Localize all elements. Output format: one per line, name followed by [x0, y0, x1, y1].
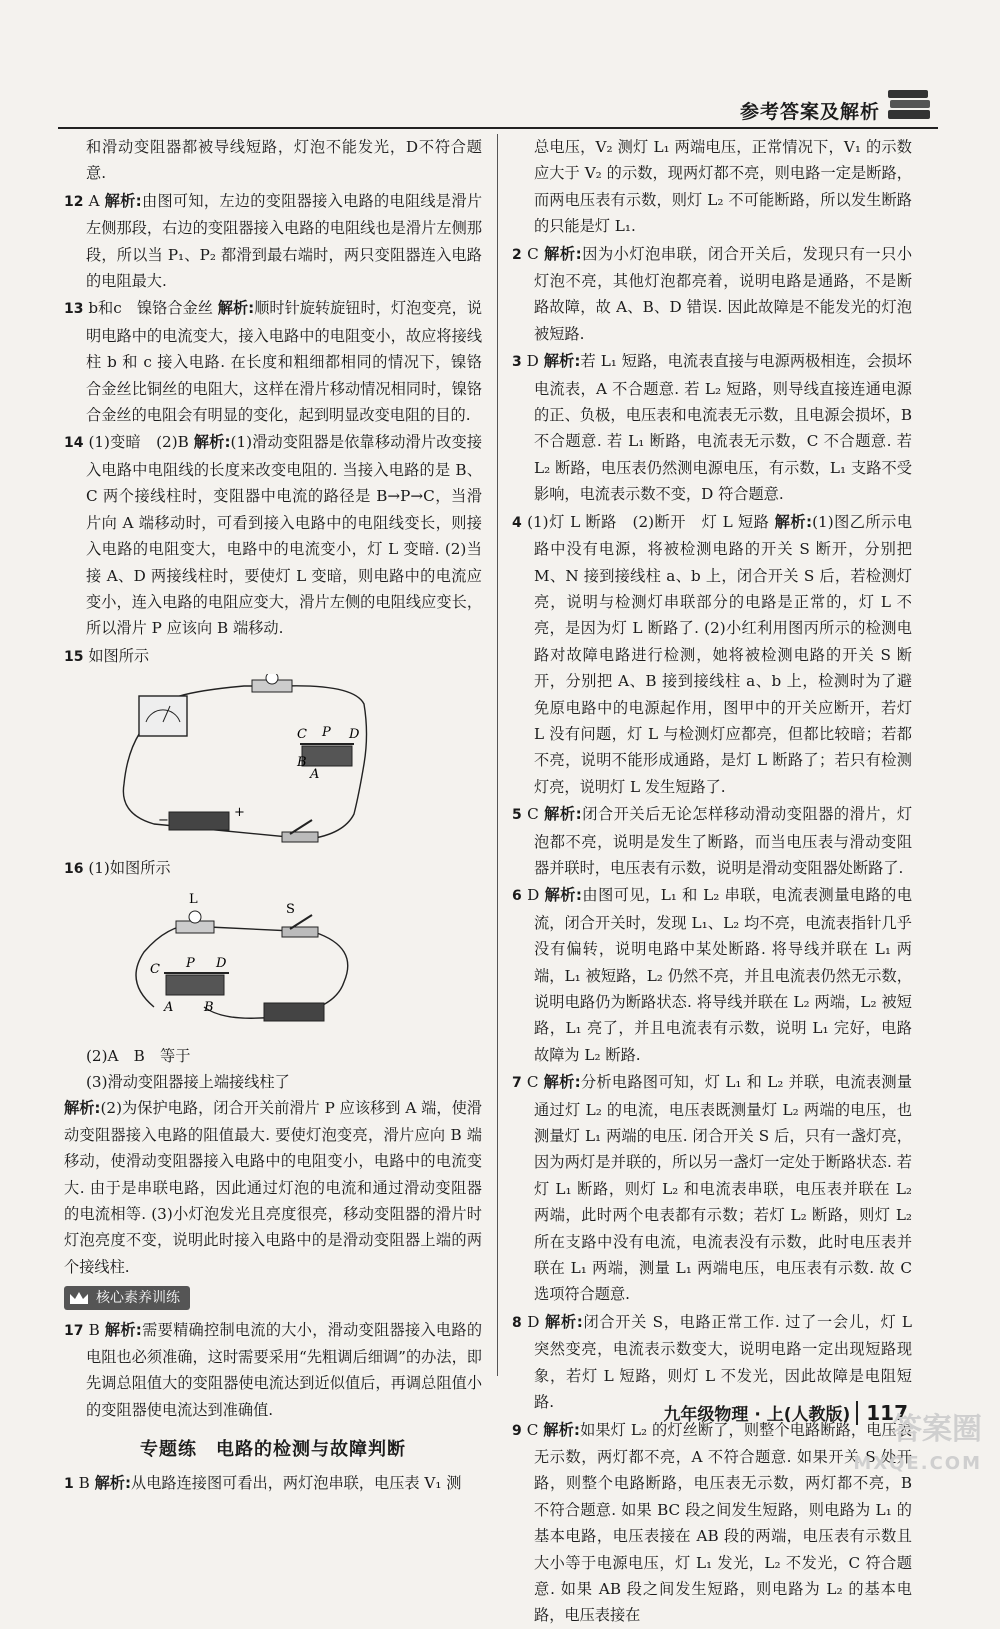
- analysis-label: 解析:: [193, 433, 231, 452]
- battery-icon: [169, 812, 229, 830]
- paragraph: (3)滑动变阻器接上端接线柱了: [86, 1072, 290, 1091]
- item-answer: D: [526, 352, 539, 371]
- item-answer: D: [527, 1312, 540, 1331]
- item-number: 1: [64, 1475, 74, 1492]
- item-answer: C: [527, 805, 539, 824]
- item-number: 17: [64, 1322, 84, 1339]
- paragraph: 总电压，V₂ 测灯 L₁ 两端电压，正常情况下，V₁ 的示数应大于 V₂ 的示数，现两灯都不亮，则电路一定是断路，而两电压表有示数，则灯 L₂ 不可能断路，所以发生断路的只能是灯 L₁.: [534, 138, 912, 236]
- answer-item: [64, 188, 482, 295]
- analysis-label: 解析:: [543, 1073, 581, 1092]
- item-number: 14: [64, 435, 84, 452]
- answer-item: [64, 429, 482, 641]
- analysis-text: 闭合开关后无论怎样移动滑动变阻器的滑片，灯泡都不亮，说明是发生了断路，而当电压表与滑动变阻器并联时，电压表有示数，说明是滑动变阻器处断路了.: [534, 805, 913, 877]
- paragraph: (2)A B 等于: [86, 1046, 191, 1065]
- analysis-text: 如果灯 L₂ 的灯丝断了，则整个电路断路，电压表无示数，两灯都不亮，A 不符合题意. 如果开关 S 处开路，则整个电路断路，电压表无示数，两灯都不亮，B 不符合题意. 如果 BC 段之间发生短路，则电路为 L₁ 的基本电路，电压表接在 AB 段的两端，电压表有示数且大小等于电源电压，灯 L₁ 发光，L₂ 不发光，C 符合题意. 如果 AB 段之间发生短路，则电路为 L₂ 的基本电路，电压表接在: [534, 1420, 913, 1625]
- analysis-text: 由图可知，左边的变阻器接入电路的电阻线是滑片左侧那段，右边的变阻器接入电路的电阻线也是滑片左侧那段，所以当 P₁、P₂ 都滑到最右端时，两只变阻器连入电路的电阻最大.: [86, 191, 482, 291]
- section-banner: [64, 1286, 190, 1310]
- item-number: 9: [512, 1422, 522, 1439]
- answer-item: [512, 882, 912, 1068]
- fig-label: L: [189, 891, 198, 907]
- item-number: 7: [512, 1075, 522, 1092]
- analysis-text: 闭合开关 S，电路正常工作. 过了一会儿，灯 L 突然变亮，电流表示数变大，说明电路一定出现短路现象，若灯 L 短路，则灯 L 不发光，因此故障是电阻短路.: [534, 1312, 913, 1412]
- answer-item: [512, 509, 912, 800]
- analysis-text: 因为小灯泡串联，闭合开关后，发现只有一只小灯泡不亮，其他灯泡都亮着，说明电路是通路，不是断路故障，故 A、B、D 错误. 因此故障是不能发光的灯泡被短路.: [534, 244, 913, 343]
- fig-label: S: [286, 901, 295, 917]
- item-answer: C: [526, 1420, 539, 1439]
- item-answer: 如图所示: [88, 646, 150, 665]
- watermark-url: MXQE.COM: [853, 1453, 982, 1474]
- item-answer: B: [88, 1320, 100, 1339]
- item-answer: b和c 镍铬合金丝: [88, 299, 213, 318]
- answer-item: [512, 348, 912, 507]
- item-answer: (1)变暗 (2)B: [88, 433, 189, 452]
- analysis-label: 解析:: [64, 1099, 101, 1118]
- fig-label: C: [297, 727, 307, 743]
- analysis-text: 由图可见，L₁ 和 L₂ 串联，电流表测量电路的电流，闭合开关时，发现 L₁、L₂ 均不亮，电流表指针几乎没有偏转，说明电路中某处断路. 将导线并联在 L₁ 两端，L₁ 被短路，L₂ 仍然不亮，并且电流表仍然无示数，说明电路仍为断路状态. 将导线并联在 L₂ 两端，L₂ 被短路，L₁ 亮了，并且电流表有示数，说明 L₁ 完好，电路故障为 L₂ 断路.: [534, 886, 913, 1064]
- answer-item: [512, 1069, 912, 1308]
- watermark-logo: 答案圈: [892, 1412, 982, 1447]
- analysis-text: (2)为保护电路，闭合开关前滑片 P 应该移到 A 端，使滑动变阻器接入电路的阻值最大. 要使灯泡变亮，滑片应向 B 端移动，使滑动变阻器接入电路中的电阻变小，电路中的电流变大. 由于是串联电路，因此通过灯泡的电流和通过滑动变阻器的电流相等. (3)小灯泡发光且亮度很亮，移动变阻器的滑片时灯泡亮度不变，说明此时接入电路中的是滑动变阻器上端的两个接线柱.: [64, 1099, 482, 1276]
- fig-label: A: [310, 767, 320, 783]
- fig-label: A: [164, 999, 174, 1015]
- item-answer: A: [88, 191, 100, 210]
- analysis-label: 解析:: [544, 244, 582, 263]
- item-number: 12: [64, 193, 84, 210]
- fig-label: B: [297, 755, 307, 771]
- rheostat-icon: [302, 746, 352, 766]
- answer-item: [512, 241, 912, 348]
- left-column: [64, 134, 482, 1497]
- switch-icon: [282, 832, 318, 842]
- column-divider: [497, 134, 498, 1376]
- battery-icon: [264, 1003, 324, 1021]
- item-answer: D: [527, 886, 540, 905]
- item-number: 16: [64, 861, 84, 878]
- item-number: 15: [64, 648, 84, 665]
- lamp-icon: [266, 674, 278, 684]
- rheostat-icon: [166, 975, 224, 995]
- item-number: 5: [512, 807, 522, 824]
- analysis-text: 若 L₁ 短路，电流表直接与电源两极相连，会损坏电流表，A 不合题意. 若 L₂ 短路，则导线直接连通电源的正、负极，电压表和电流表无示数，且电源会损坏，B 不合题意. 若 L₁ 断路，电流表无示数，C 不合题意. 若 L₂ 断路，电压表仍然测电源电压，有示数，L₁ 支路不受影响，电流表示数不变，D 符合题意.: [534, 352, 912, 504]
- fig-label: D: [216, 955, 227, 971]
- header-title: 参考答案及解析: [739, 101, 880, 123]
- analysis-label: 解析:: [774, 512, 813, 531]
- footer-book-title: 九年级物理 · 上(人教版): [663, 1405, 851, 1425]
- fig-label: −: [158, 813, 169, 829]
- answer-item: [64, 855, 482, 882]
- crown-icon: [68, 1289, 90, 1307]
- analysis-text: 从电路连接图可看出，两灯泡串联，电压表 V₁ 测: [131, 1473, 462, 1492]
- item-answer: (1)灯 L 断路 (2)断开 灯 L 短路: [527, 512, 770, 531]
- page-number: 117: [856, 1401, 908, 1425]
- analysis-text: 分析电路图可知，灯 L₁ 和 L₂ 并联，电流表测量通过灯 L₂ 的电流，电压表既测量灯 L₂ 两端的电压，也测量灯 L₁ 两端的电压. 闭合开关 S 后，只有一盏灯亮，因为两灯是并联的，所以另一盏灯一定处于断路状态. 若灯 L₁ 断路，则灯 L₂ 和电流表串联，电压表并联在 L₂ 两端，此时两个电表都有示数；若灯 L₂ 断路，则灯 L₂ 所在支路中没有电流，电流表没有示数，此时电压表并联在 L₁ 两端，测量 L₁ 两端电压，电压表有示数. 故 C 选项符合题意.: [534, 1073, 913, 1304]
- answer-item: [512, 1417, 912, 1629]
- item-answer: C: [526, 1073, 539, 1092]
- paragraph: [64, 1095, 482, 1280]
- fig-label: P: [322, 725, 331, 741]
- header-rule: [58, 127, 938, 129]
- answer-item: [64, 295, 482, 428]
- paragraph: 和滑动变阻器都被导线短路，灯泡不能发光，D不符合题意.: [86, 138, 482, 183]
- circuit-diagram-16: [114, 887, 364, 1037]
- analysis-text: (1)图乙所示电路中没有电源，将被检测电路的开关 S 断开，分别把 M、N 接到接线柱 a、b 上，闭合开关 S 后，若检测灯亮，说明与检测灯串联部分的电路是正常的，灯 L 不亮，是因为灯 L 断路了. (2)小红利用图丙所示的检测电路对故障电路进行检测，她将被检测电路的开关 S 断开，分别把 A、B 接到接线柱 a、b 上，检测时为了避免原电路中的电源起作用，图甲中的开关应断开，若灯 L 没有问题，灯 L 与检测灯应都亮，但都比较暗；若都不亮，说明不能形成通路，是灯 L 断路了；若只有检测灯亮，说明灯 L 发生短路了.: [534, 512, 913, 796]
- fig-label: P: [186, 955, 195, 971]
- answer-item: [64, 1317, 482, 1424]
- item-number: 3: [512, 354, 522, 371]
- analysis-text: 顺时针旋转旋钮时，灯泡变亮，说明电路中的电流变大，接入电路中的电阻变小，故应将接线柱 b 和 c 接入电路. 在长度和粗细都相同的情况下，镍铬合金丝比铜丝的电阻大，这样在滑片移动情况相同时，镍铬合金丝的电阻会有明显的变化，起到明显改变电阻的目的.: [86, 299, 483, 425]
- section-banner-label: 核心素养训练: [96, 1289, 180, 1306]
- analysis-label: 解析:: [545, 1312, 583, 1331]
- watermark: [853, 1413, 982, 1481]
- lamp-icon: [189, 911, 201, 923]
- item-number: 2: [512, 246, 522, 263]
- analysis-label: 解析:: [543, 352, 581, 371]
- item-number: 13: [64, 301, 84, 318]
- analysis-text: (1)滑动变阻器是依靠移动滑片改变接入电路中电阻线的长度来改变电阻的. 当接入电路的是 B、C 两个接线柱时，变阻器中电流的路径是 B→P→C，当滑片向 A 端移动时，可看到接入电路中的电阻线变长，则接入电路的电阻变大，电路中的电流变小，灯 L 变暗. (2)当接 A、D 两接线柱时，要使灯 L 变暗，则电路中的电流应变小，连入电路的电阻应变大，滑片左侧的电阻线应变长，所以滑片 P 应该向 B 端移动.: [86, 433, 483, 638]
- ammeter-icon: [139, 696, 187, 736]
- fig-label: +: [234, 805, 245, 821]
- analysis-label: 解析:: [543, 1420, 580, 1439]
- books-icon: [886, 88, 932, 122]
- analysis-label: 解析:: [217, 299, 255, 318]
- answer-item: [64, 643, 482, 670]
- analysis-label: 解析:: [94, 1473, 132, 1492]
- analysis-label: 解析:: [104, 191, 142, 210]
- item-number: 8: [512, 1314, 522, 1331]
- analysis-label: 解析:: [104, 1320, 142, 1339]
- item-answer: (1)如图所示: [88, 859, 171, 878]
- item-answer: B: [78, 1473, 90, 1492]
- circuit-diagram-15: [114, 674, 374, 849]
- fig-label: D: [349, 727, 360, 743]
- fig-label: C: [150, 961, 160, 977]
- item-number: 6: [512, 888, 522, 905]
- switch-icon: [282, 927, 318, 937]
- analysis-text: 需要精确控制电流的大小，滑动变阻器接入电路的电阻也必须准确，这时需要采用“先粗调后细调”的办法，即先调总阻值大的变阻器使电流达到近似值后，再调总阻值小的变阻器使电流达到准确值.: [86, 1320, 483, 1419]
- item-answer: C: [527, 244, 539, 263]
- answer-item: [512, 801, 912, 881]
- item-number: 4: [512, 514, 522, 531]
- analysis-label: 解析:: [544, 886, 582, 905]
- analysis-label: 解析:: [544, 805, 582, 824]
- answer-item: [64, 1470, 482, 1497]
- fig-label: B: [204, 999, 214, 1015]
- special-title: 专题练 电路的检测与故障判断: [140, 1439, 406, 1461]
